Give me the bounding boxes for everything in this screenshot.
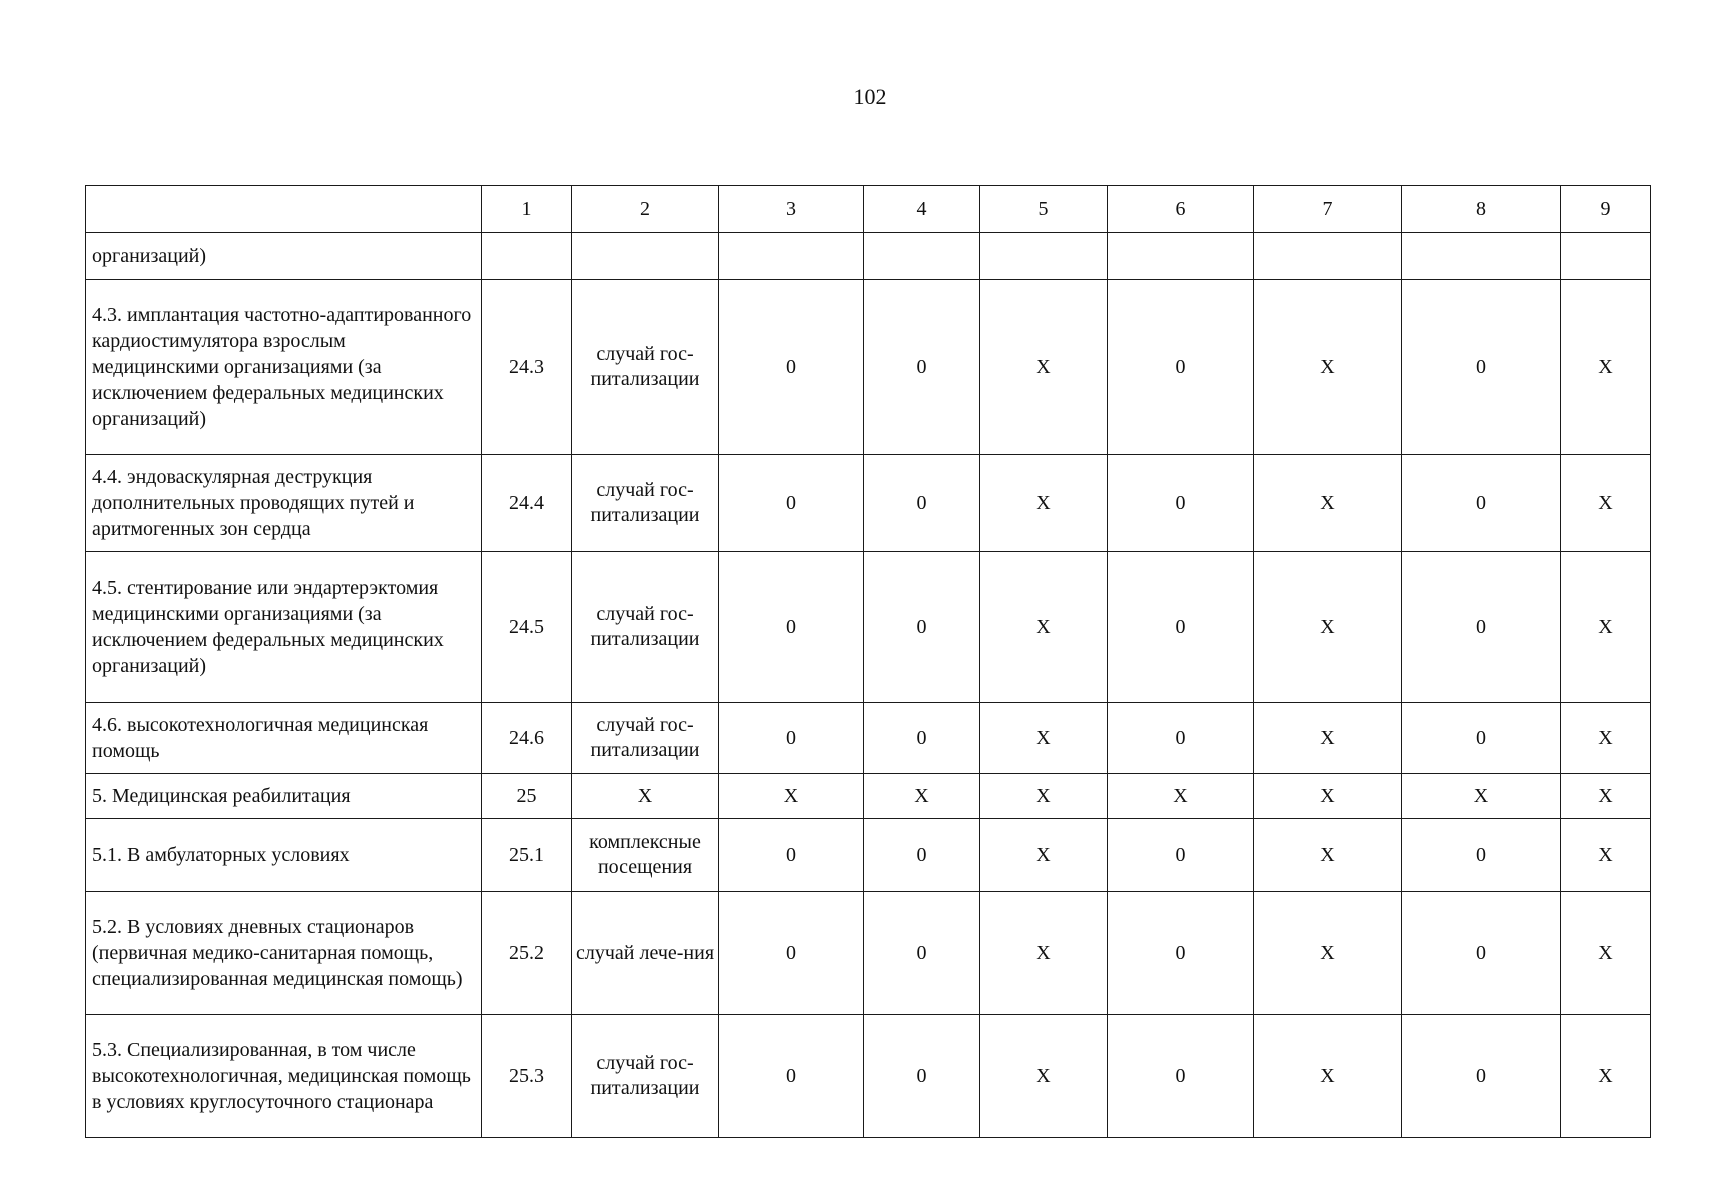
row-code: 25.1 [482,819,572,892]
row-value: X [1254,455,1402,552]
row-value: 0 [719,819,864,892]
row-value: 0 [719,892,864,1015]
row-value: X [1254,552,1402,703]
table-row [86,455,1651,552]
row-value: 0 [1108,455,1254,552]
row-value: 0 [1402,892,1561,1015]
row-value: X [1254,703,1402,774]
row-value: X [1254,1015,1402,1138]
row-value: X [1561,892,1651,1015]
row-value: X [1561,819,1651,892]
empty-cell [1108,233,1254,280]
row-name: 5.1. В амбулаторных условиях [86,819,482,892]
row-value: 0 [1108,1015,1254,1138]
column-number-cell: 6 [1108,186,1254,233]
row-value: 0 [1402,552,1561,703]
row-unit: случай гос-питализации [572,280,719,455]
empty-cell [864,233,980,280]
empty-cell [1561,233,1651,280]
row-code: 25.2 [482,892,572,1015]
row-value: 0 [1402,280,1561,455]
row-value: 0 [864,703,980,774]
row-value: X [1561,1015,1651,1138]
row-value: X [1108,774,1254,819]
column-number-cell: 2 [572,186,719,233]
row-value: 0 [864,280,980,455]
row-value: X [1561,455,1651,552]
column-number-cell: 9 [1561,186,1651,233]
empty-cell [572,233,719,280]
row-value: 0 [864,819,980,892]
row-value: 0 [1108,703,1254,774]
row-code: 25.3 [482,1015,572,1138]
row-value: 0 [1108,819,1254,892]
row-value: 0 [1402,819,1561,892]
row-unit: случай гос-питализации [572,703,719,774]
row-value: X [980,552,1108,703]
row-value: X [1254,819,1402,892]
row-value: X [1254,774,1402,819]
row-value: 0 [719,455,864,552]
row-unit: комплексные посещения [572,819,719,892]
row-name: 5.3. Специализированная, в том числе высокотехнологичная, медицинская помощь в условиях круглосуточного стационара [86,1015,482,1138]
row-value: X [864,774,980,819]
column-number-cell: 5 [980,186,1108,233]
row-value: X [1561,552,1651,703]
table-row [86,280,1651,455]
empty-cell [719,233,864,280]
column-number-cell: 4 [864,186,980,233]
row-unit: X [572,774,719,819]
table-row [86,892,1651,1015]
empty-cell [482,233,572,280]
row-value: X [980,1015,1108,1138]
data-table [85,185,1651,1138]
table-row [86,774,1651,819]
row-value: X [980,280,1108,455]
continuation-text: организаций) [86,233,482,280]
column-number-cell: 3 [719,186,864,233]
row-unit: случай гос-питализации [572,552,719,703]
row-value: X [980,455,1108,552]
row-value: 0 [1108,892,1254,1015]
row-value: X [1561,774,1651,819]
empty-cell [1402,233,1561,280]
row-value: 0 [1402,703,1561,774]
row-code: 24.4 [482,455,572,552]
row-code: 24.5 [482,552,572,703]
row-value: 0 [864,1015,980,1138]
row-name: 4.4. эндоваскулярная деструкция дополнительных проводящих путей и аритмогенных зон сердца [86,455,482,552]
row-value: X [980,703,1108,774]
row-value: 0 [1402,1015,1561,1138]
row-value: 0 [1108,280,1254,455]
row-value: X [1561,280,1651,455]
column-number-row [86,186,1651,233]
row-code: 24.3 [482,280,572,455]
table-row [86,1015,1651,1138]
table-row [86,819,1651,892]
row-value: X [1402,774,1561,819]
row-value: X [1254,280,1402,455]
row-code: 24.6 [482,703,572,774]
row-name: 5.2. В условиях дневных стационаров (первичная медико-санитарная помощь, специализированная медицинская помощь) [86,892,482,1015]
column-number-cell [86,186,482,233]
column-number-cell: 1 [482,186,572,233]
row-value: 0 [1108,552,1254,703]
row-unit: случай гос-питализации [572,1015,719,1138]
row-value: 0 [719,1015,864,1138]
table-row [86,552,1651,703]
empty-cell [980,233,1108,280]
row-unit: случай гос-питализации [572,455,719,552]
row-value: X [980,819,1108,892]
row-name: 4.5. стентирование или эндартерэктомия медицинскими организациями (за исключением федеральных медицинских организаций) [86,552,482,703]
column-number-cell: 8 [1402,186,1561,233]
row-value: X [980,774,1108,819]
row-value: X [1254,892,1402,1015]
row-value: 0 [719,552,864,703]
table-row [86,703,1651,774]
row-value: 0 [864,552,980,703]
row-value: X [1561,703,1651,774]
row-value: 0 [1402,455,1561,552]
row-value: X [980,892,1108,1015]
page-number: 102 [853,84,887,109]
row-value: X [719,774,864,819]
continuation-row [86,233,1651,280]
row-code: 25 [482,774,572,819]
row-name: 4.6. высокотехнологичная медицинская помощь [86,703,482,774]
row-name: 5. Медицинская реабилитация [86,774,482,819]
column-number-cell: 7 [1254,186,1402,233]
row-value: 0 [719,280,864,455]
row-value: 0 [864,455,980,552]
row-value: 0 [864,892,980,1015]
row-unit: случай лече-ния [572,892,719,1015]
row-value: 0 [719,703,864,774]
row-name: 4.3. имплантация частотно-адаптированного кардиостимулятора взрослым медицинскими организациями (за исключением федеральных медицинских организаций) [86,280,482,455]
empty-cell [1254,233,1402,280]
